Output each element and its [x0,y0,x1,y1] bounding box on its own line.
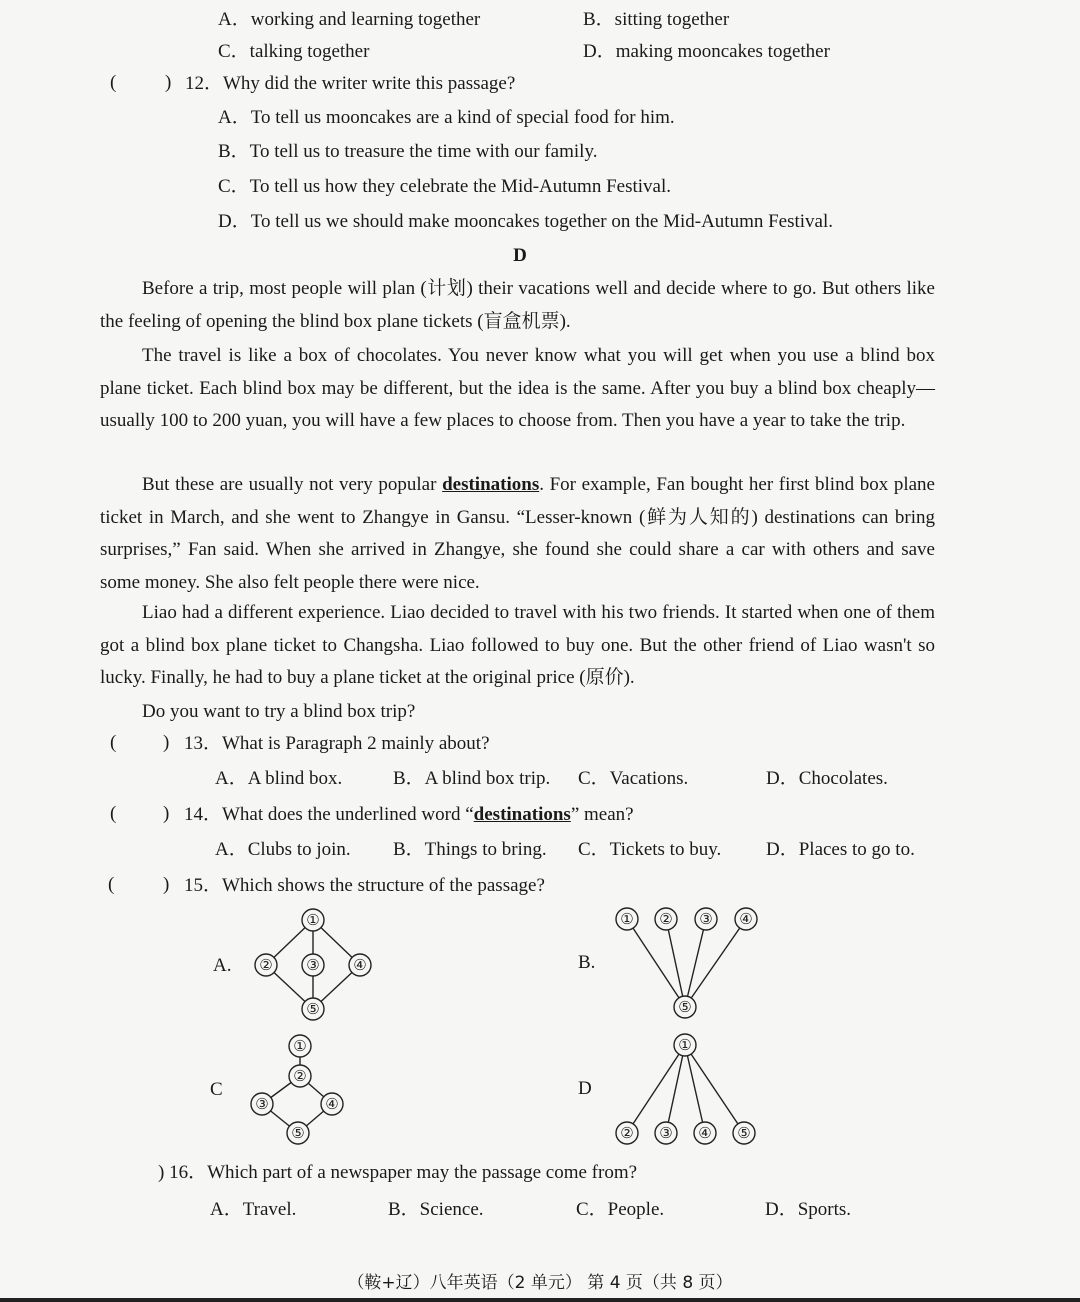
q16-option-b: B．Science. [388,1199,484,1220]
q12-answer-paren-open: ( [110,72,117,93]
diagram-a-node-5: ⑤ [306,1000,320,1018]
q13-answer-paren-close: ) [163,732,170,753]
q11-option-b: B．sitting together [583,9,730,30]
diagram-b-node-2: ② [659,910,673,928]
q14-option-b: B．Things to bring. [393,839,547,860]
q12-option-c: C．To tell us how they celebrate the Mid-Autumn Festival. [218,176,672,197]
q12-answer-paren-close: ) [165,72,172,93]
diagram-c-node-1: ① [293,1037,307,1055]
structure-diagram-d [605,1030,765,1150]
structure-diagram-a [240,900,390,1025]
q12-stem: 12．Why did the writer write this passage? [185,73,516,94]
q13-option-c: C．Vacations. [578,768,689,789]
passage-paragraph-4: Liao had a different experience. Liao decided to travel with his two friends. It started when one of them got a blind box plane ticket to Changsha. Liao followed to buy one. But the other friend of Liao wasn't so lucky. Finally, he had to buy a plane ticket at the original price (原价). [100,602,935,688]
q12-option-a: A．To tell us mooncakes are a kind of special food for him. [218,107,675,128]
passage-paragraph-1: Before a trip, most people will plan (计划) their vacations well and decide where to go. But others like the feeling of opening the blind box plane tickets (盲盒机票). [100,278,935,332]
q15-label-b: B. [578,952,596,973]
q13-answer-paren-open: ( [110,732,117,753]
diagram-b-node-5: ⑤ [678,998,692,1016]
diagram-d-node-2: ② [620,1124,634,1142]
passage-paragraph-3: But these are usually not very popular destinations. For example, Fan bought her first blind box plane ticket in March, and she went to Zhangye in Gansu. “Lesser-known (鲜为人知的) destinations can bring surprises,” Fan said. When she arrived in Zhangye, she found she could share a car with others and save some money. She also felt people there were nice. [100,474,935,593]
q11-option-a: A．working and learning together [218,9,481,30]
q15-label-c: C [210,1079,223,1100]
q11-option-c: C．talking together [218,41,370,62]
diagram-c-node-5: ⑤ [291,1124,305,1142]
diagram-d-node-4: ④ [698,1124,712,1142]
q15-answer-paren-open: ( [108,874,115,895]
q14-stem: 14．What does the underlined word “destinations” mean? [184,804,634,825]
diagram-d-node-3: ③ [659,1124,673,1142]
q16-option-a: A．Travel. [210,1199,297,1220]
q15-stem: 15．Which shows the structure of the passage? [184,875,545,896]
q14-option-a: A．Clubs to join. [215,839,351,860]
diagram-d-node-5: ⑤ [737,1124,751,1142]
bottom-border [0,1298,1080,1302]
q16-option-c: C．People. [576,1199,665,1220]
structure-diagram-c [240,1030,360,1150]
q16-stem: ) 16．Which part of a newspaper may the passage come from? [158,1162,638,1183]
q11-option-d: D．making mooncakes together [583,41,830,62]
diagram-a-node-3: ③ [306,956,320,974]
diagram-c-node-3: ③ [255,1095,269,1113]
q13-stem: 13．What is Paragraph 2 mainly about? [184,733,490,754]
page-footer: （鞍+辽）八年英语（2 单元） 第 4 页（共 8 页） [347,1273,733,1293]
q14-answer-paren-close: ) [163,803,170,824]
section-title: D [513,245,527,266]
diagram-c-node-4: ④ [325,1095,339,1113]
passage-paragraph-5: Do you want to try a blind box trip? [142,701,416,722]
diagram-a-node-2: ② [259,956,273,974]
diagram-b-node-4: ④ [739,910,753,928]
q12-option-b: B．To tell us to treasure the time with our family. [218,141,598,162]
diagram-b-node-3: ③ [699,910,713,928]
diagram-a-node-4: ④ [353,956,367,974]
passage-paragraph-2: The travel is like a box of chocolates. You never know what you will get when you use a blind box plane ticket. Each blind box may be different, but the idea is the same. After you buy a blind box cheaply—usually 100 to 200 yuan, you will have a few places to choose from. Then you have a year to take the trip. [100,345,935,431]
q14-option-d: D．Places to go to. [766,839,915,860]
diagram-a-node-1: ① [306,911,320,929]
diagram-c-node-2: ② [293,1067,307,1085]
q16-option-d: D．Sports. [765,1199,852,1220]
diagram-d-node-1: ① [678,1036,692,1054]
q13-option-b: B．A blind box trip. [393,768,551,789]
q13-option-a: A．A blind box. [215,768,343,789]
q13-option-d: D．Chocolates. [766,768,888,789]
q15-answer-paren-close: ) [163,874,170,895]
q14-option-c: C．Tickets to buy. [578,839,722,860]
q12-option-d: D．To tell us we should make mooncakes together on the Mid-Autumn Festival. [218,211,834,232]
q15-label-a: A. [213,955,232,976]
q15-label-d: D [578,1078,592,1099]
structure-diagram-b [610,900,760,1025]
q14-answer-paren-open: ( [110,803,117,824]
underlined-word-destinations: destinations [442,474,540,495]
diagram-b-node-1: ① [620,910,634,928]
